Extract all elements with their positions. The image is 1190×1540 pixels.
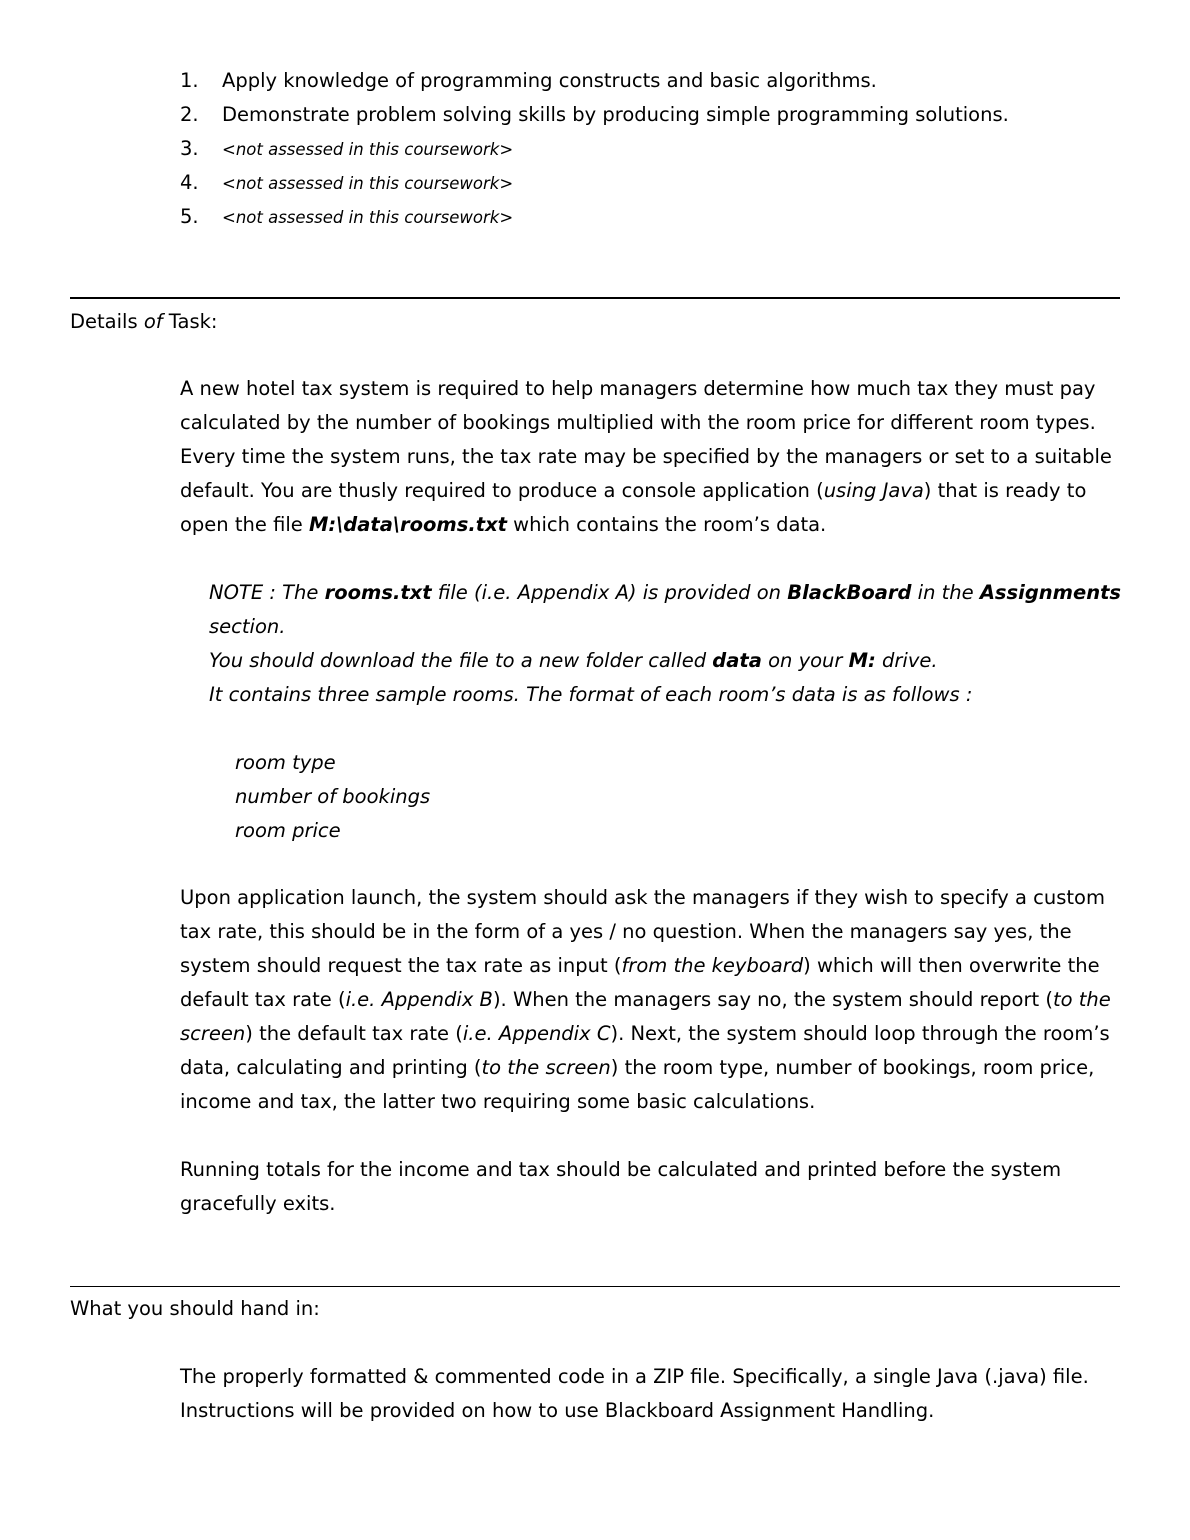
learning-outcomes-list — [180, 64, 1130, 234]
format-fields — [235, 746, 430, 848]
list-number: 1. — [180, 69, 199, 92]
list-number: 3. — [180, 137, 199, 160]
list-text: <not assessed in this coursework> — [222, 140, 514, 159]
list-number: 5. — [180, 205, 199, 228]
note-block: NOTE : The rooms.txt file (i.e. Appendix A) is provided on BlackBoard in the Assignments section. You should download the file to a new folder called data on your M: drive. It contains three sample rooms. The format of each room’s data is as follows : — [209, 581, 1122, 706]
list-item — [180, 132, 1130, 166]
list-item — [180, 166, 1130, 200]
section-divider — [70, 297, 1120, 299]
format-field: room type — [235, 751, 336, 774]
section-divider — [70, 1286, 1120, 1287]
totals-paragraph: Running totals for the income and tax should be calculated and printed before the system gracefully exits. — [180, 1158, 1062, 1215]
list-text: <not assessed in this coursework> — [222, 208, 514, 227]
list-item — [180, 200, 1130, 234]
handin-paragraph: The properly formatted & commented code in a ZIP file. Specifically, a single Java (.java) file. Instructions will be provided on how to use Blackboard Assignment Handling. — [180, 1365, 1089, 1422]
list-text: Apply knowledge of programming constructs and basic algorithms. — [222, 69, 877, 92]
list-text: Demonstrate problem solving skills by producing simple programming solutions. — [222, 103, 1009, 126]
list-number: 2. — [180, 103, 199, 126]
list-item — [180, 64, 1130, 98]
format-field: room price — [235, 819, 341, 842]
intro-paragraph: A new hotel tax system is required to help managers determine how much tax they must pay calculated by the number of bookings multiplied with the room price for different room types. Every time the system runs, the tax rate may be specified by the managers or set to a suitable default. You are thusly required to produce a console application (using Java) that is ready to open the file M:\data\rooms.txt which contains the room’s data. — [180, 377, 1112, 536]
launch-paragraph: Upon application launch, the system should ask the managers if they wish to specify a custom tax rate, this should be in the form of a yes / no question. When the managers say yes, the system should request the tax rate as input (from the keyboard) which will then overwrite the default tax rate (i.e. Appendix B). When the managers say no, the system should report (to the screen) the default tax rate (i.e. Appendix C). Next, the system should loop through the room’s data, calculating and printing (to the screen) the room type, number of bookings, room price, income and tax, the latter two requiring some basic calculations. — [180, 886, 1111, 1113]
file-path: M:\data\rooms.txt — [308, 513, 507, 536]
list-item — [180, 98, 1130, 132]
list-number: 4. — [180, 171, 199, 194]
list-text: <not assessed in this coursework> — [222, 174, 514, 193]
details-heading: Details of Task: — [70, 310, 218, 333]
format-field: number of bookings — [235, 785, 431, 808]
handin-heading: What you should hand in: — [70, 1297, 320, 1320]
